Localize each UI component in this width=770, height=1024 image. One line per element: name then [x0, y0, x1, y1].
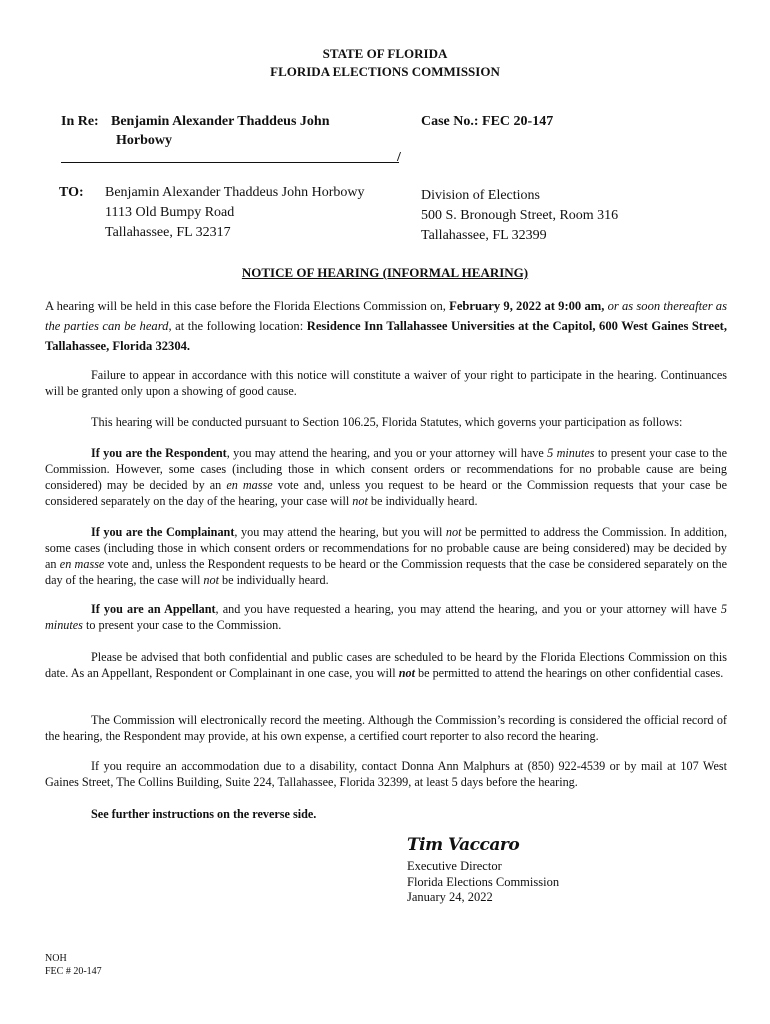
- in-re-name-line1: Benjamin Alexander Thaddeus John: [111, 114, 330, 129]
- paragraph-hearing-info: [45, 296, 727, 356]
- caption-rule: [61, 162, 399, 163]
- to-line: Benjamin Alexander Thaddeus John Horbowy: [105, 185, 365, 200]
- p1-italic: or as soon thereafter as the parties can be heard: [45, 299, 727, 333]
- footer-case: FEC # 20-147: [45, 966, 102, 977]
- case-value: FEC 20-147: [482, 114, 554, 129]
- header-commission: FLORIDA ELECTIONS COMMISSION: [270, 64, 500, 79]
- to-line: 1113 Old Bumpy Road: [105, 205, 235, 220]
- to-label: TO:: [59, 185, 84, 200]
- paragraph-accommodation: If you require an accommodation due to a disability, contact Donna Ann Malphurs at (850) 922-4539 or by mail at 107 West Gaines Street, The Collins Building, Suite 224, Tallahassee, Florida 32399, at least 5 days before the hearing.: [45, 759, 727, 789]
- footer-noh: NOH: [45, 953, 67, 964]
- to-address: [105, 183, 364, 243]
- case-number: [421, 112, 553, 132]
- case-label: Case No.:: [421, 114, 479, 129]
- signer-title: Executive Director: [407, 859, 502, 873]
- paragraph-appellant: If you are an Appellant, and you have requested a hearing, you may attend the hearing, and you or your attorney will have 5 minutes to present your case to the Commission.: [45, 602, 727, 632]
- p1-text2: , at the following location:: [168, 319, 307, 333]
- paragraph-respondent: If you are the Respondent, you may attend the hearing, and you or your attorney will have 5 minutes to present your case to the Commission. However, some cases (including those in which consent orders or recommendations for no probable cause are being considered) may be decided by an en masse vote and, unless you request to be heard or the Commission requests that your case be considered separately on the day of the hearing, your case will not be individually heard.: [45, 446, 727, 508]
- paragraph-failure-to-appear: Failure to appear in accordance with this notice will constitute a waiver of your right to participate in the hearing. Continuances will be granted only upon a showing of good cause.: [45, 368, 727, 398]
- appellant-lead: If you are an Appellant: [91, 602, 216, 616]
- header-state: STATE OF FLORIDA: [322, 46, 448, 61]
- signature: Tim Vaccaro: [407, 835, 520, 855]
- to-line: Tallahassee, FL 32317: [105, 225, 231, 240]
- division-line: 500 S. Bronough Street, Room 316: [421, 208, 619, 223]
- respondent-lead: If you are the Respondent: [91, 446, 227, 460]
- signer-org: Florida Elections Commission: [407, 874, 560, 889]
- paragraph-reverse-side: See further instructions on the reverse side.: [91, 807, 317, 821]
- notice-title: NOTICE OF HEARING (INFORMAL HEARING): [241, 265, 529, 280]
- division-line: Tallahassee, FL 32399: [421, 228, 547, 243]
- signature-date: January 24, 2022: [407, 890, 493, 904]
- paragraph-complainant: If you are the Complainant, you may attend the hearing, but you will not be permitted to address the Commission. In addition, some cases (including those in which consent orders or recommendations for no probable cause are being considered) may be decided by an en masse vote and, unless the Respondent requests to be heard or the Commission requests that the case be considered separately on the day of the hearing, the case will not be individually heard.: [45, 525, 727, 587]
- footer-code: [45, 952, 102, 978]
- paragraph-recording: The Commission will electronically record the meeting. Although the Commission’s recording is considered the official record of the hearing, the Respondent may provide, at his own expense, a certified court reporter to also record the hearing.: [45, 713, 727, 743]
- hearing-location: Residence Inn Tallahassee Universities at the Capitol, 600 West Gaines Street, Tallahassee, Florida 32304.: [45, 319, 728, 353]
- hearing-date: February 9, 2022 at 9:00 am,: [449, 299, 605, 313]
- paragraph-confidential: Please be advised that both confidential and public cases are scheduled to be heard by the Florida Elections Commission on this date. As an Appellant, Respondent or Complainant in one case, you will not be permitted to attend the hearings on other confidential cases.: [45, 650, 727, 680]
- division-address: [421, 186, 618, 246]
- caption-slash: /: [397, 150, 401, 165]
- in-re-label: In Re:: [61, 114, 99, 129]
- p1-text: A hearing will be held in this case before the Florida Elections Commission on,: [45, 299, 450, 313]
- division-line: Division of Elections: [421, 188, 540, 203]
- in-re-name-line2: Horbowy: [116, 133, 172, 148]
- complainant-lead: If you are the Complainant: [91, 525, 235, 539]
- paragraph-statute: This hearing will be conducted pursuant to Section 106.25, Florida Statutes, which governs your participation as follows:: [91, 415, 683, 429]
- signature-block: [407, 859, 559, 906]
